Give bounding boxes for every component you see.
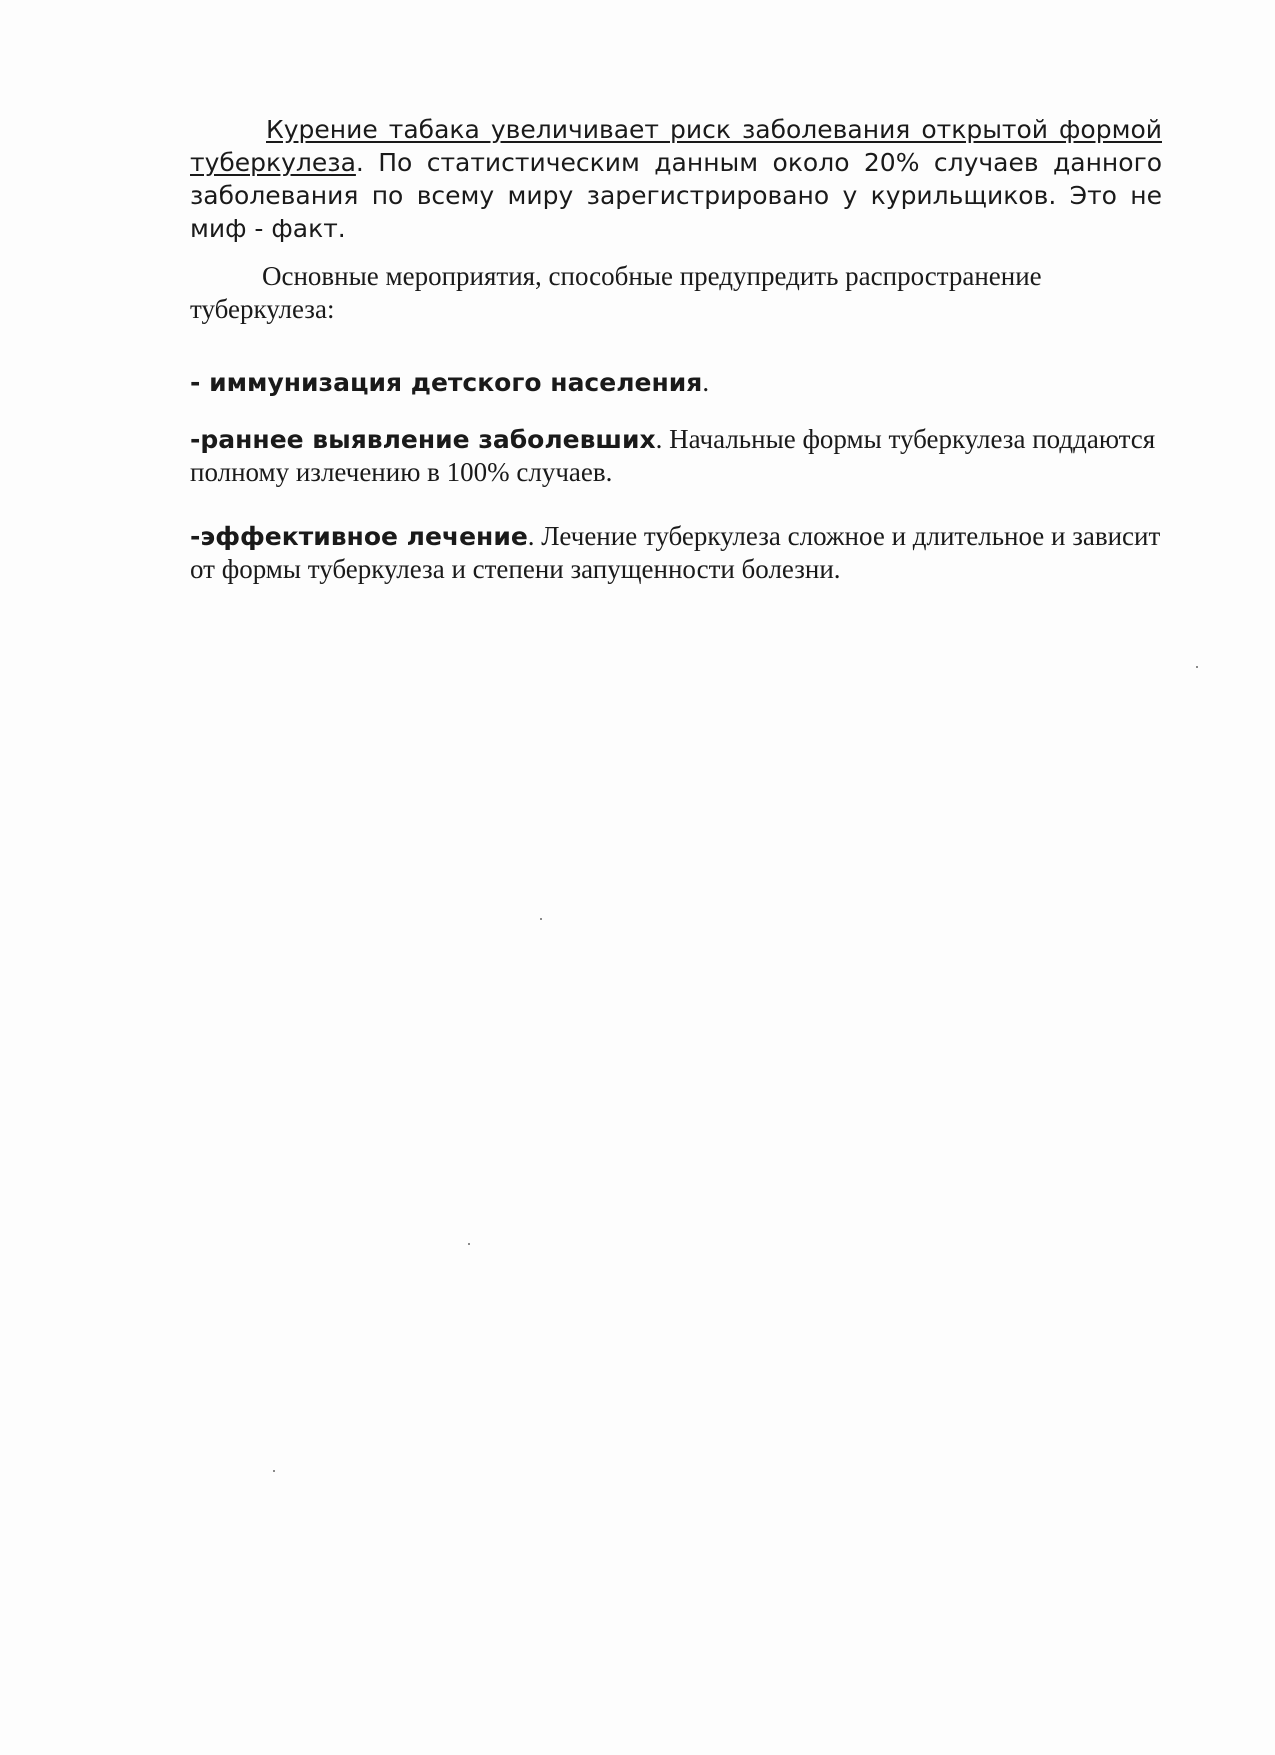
prevention-item-treatment	[190, 520, 1162, 586]
item-text: . Лечение туберкулеза сложное и длительное и зависит от формы туберкулеза и степени запущенности болезни.	[190, 521, 1161, 584]
scan-speck	[273, 1470, 275, 1472]
item-text: .	[702, 367, 710, 397]
paragraph-prevention-intro: Основные мероприятия, способные предупредить распространение туберкулеза:	[190, 261, 1042, 324]
item-heading: -раннее выявление заболевших	[190, 425, 656, 454]
scan-speck	[468, 1243, 470, 1245]
scan-speck	[540, 918, 542, 920]
item-heading: -эффективное лечение	[190, 522, 528, 551]
scan-speck	[1196, 666, 1198, 668]
item-text: . Начальные формы туберкулеза поддаются полному излечению в 100% случаев.	[190, 424, 1156, 487]
paragraph-smoking-risk	[190, 113, 1162, 245]
prevention-item-early-detection	[190, 423, 1162, 489]
item-heading: - иммунизация детского населения	[190, 368, 703, 397]
prevention-item-immunization	[190, 366, 1162, 399]
statistics-text: . По статистическим данным около 20% случаев данного заболевания по всему миру зарегистрировано у курильщиков. Это не миф - факт.	[190, 148, 1162, 243]
underlined-statement: Курение табака увеличивает риск заболевания открытой формой туберкулеза	[190, 115, 1162, 177]
